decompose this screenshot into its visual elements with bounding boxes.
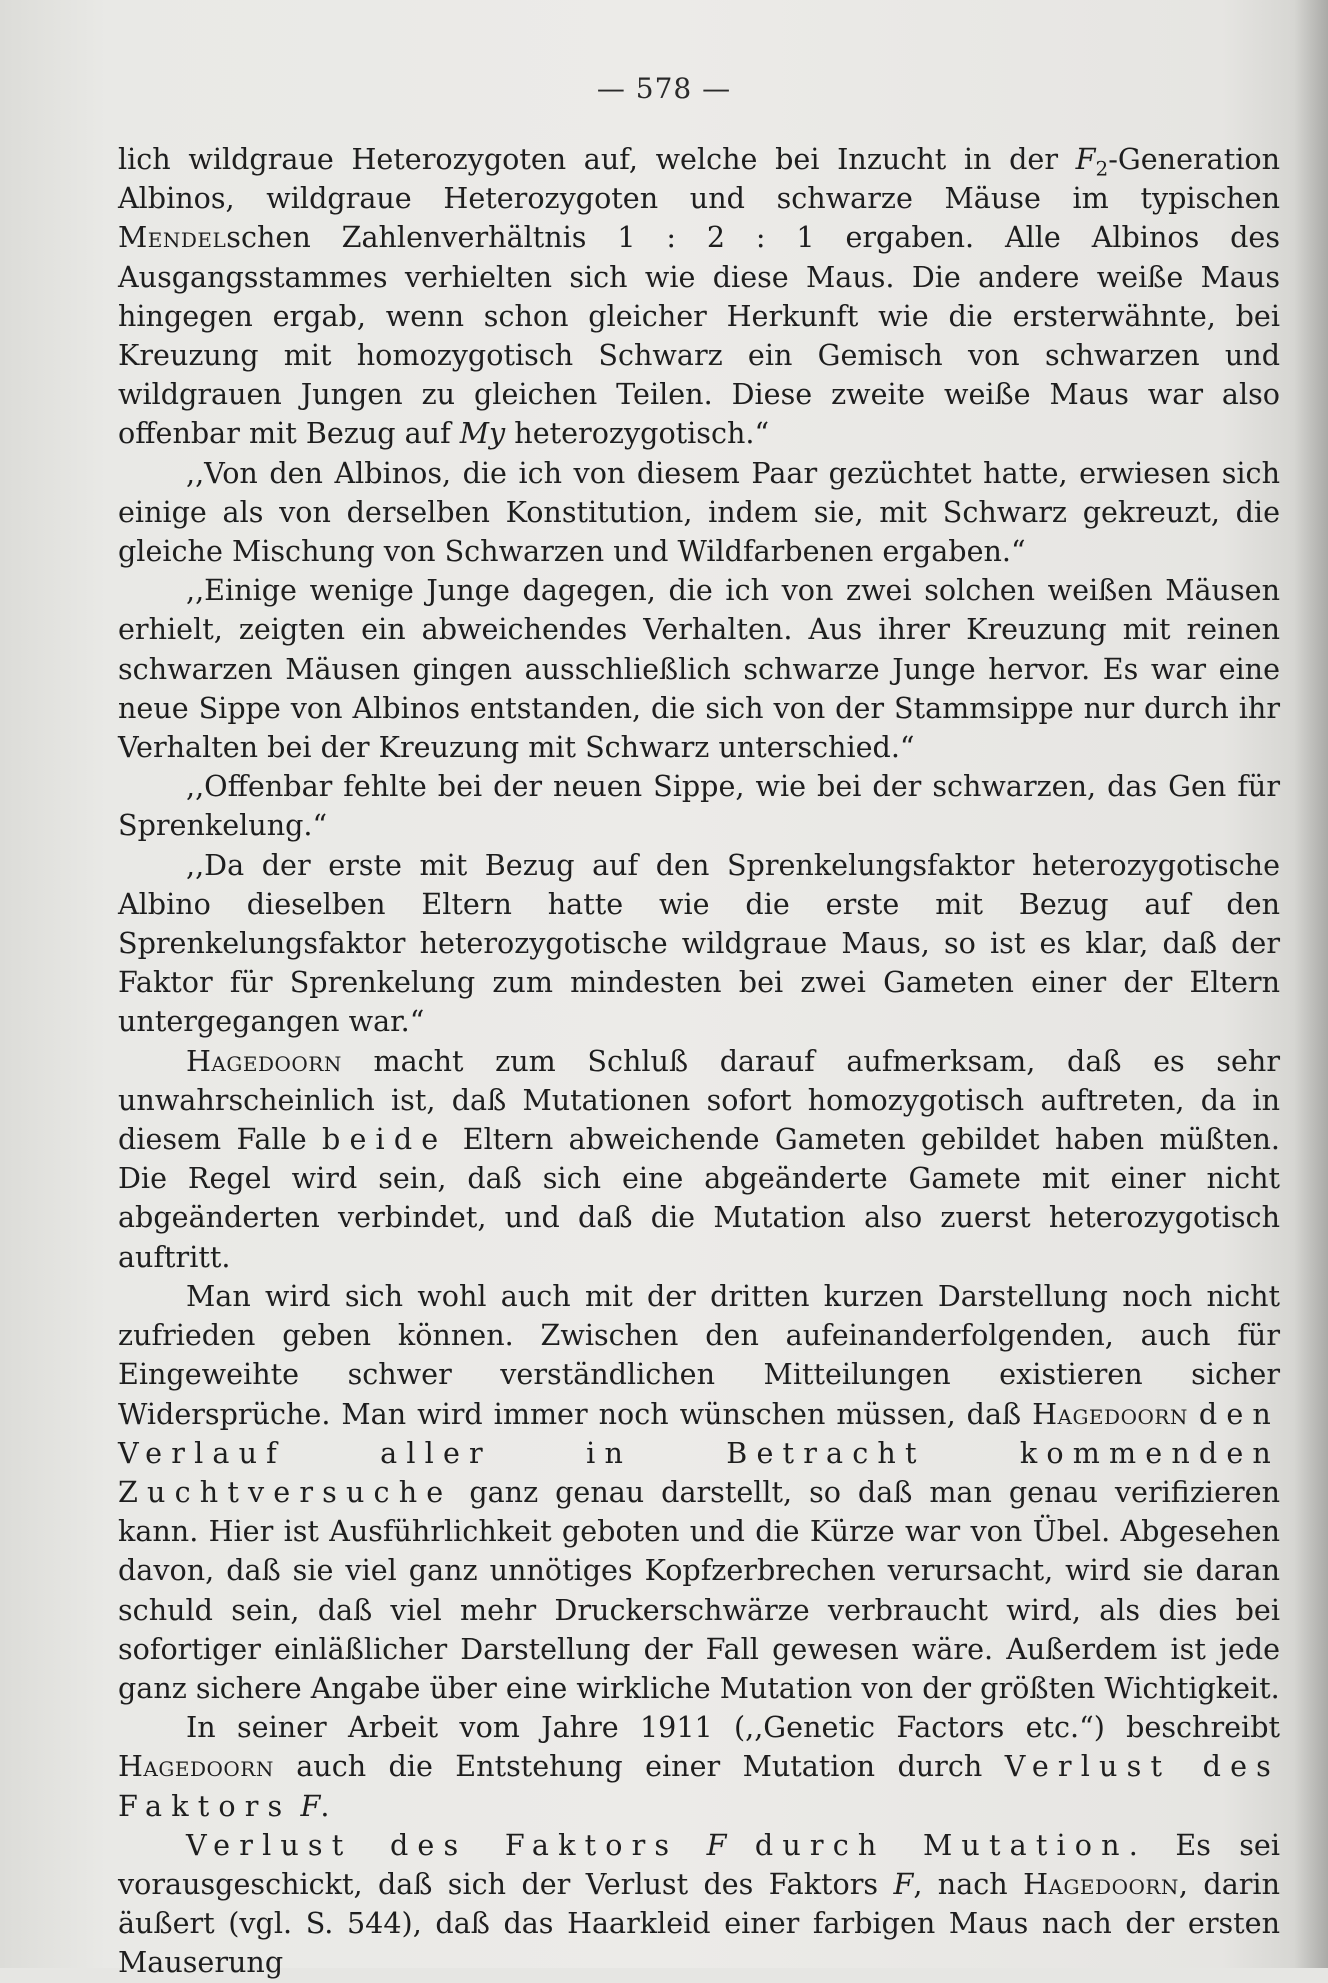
text-run: ganz genau darstellt, so daß man genau verifizieren kann. Hier ist Ausführlichkeit geboten und die Kürze war von Übel. Abgesehen davon, daß sie viel ganz unnötiges Kopfzerbrechen verursacht, wird sie daran schuld sein, daß viel mehr Druckerschwärze verbraucht wird, als dies bei sofortiger einläßlicher Darstellung der Fall gewesen wäre. Außerdem ist jede ganz sichere Angabe über eine wirkliche Mutation von der größten Wichtigkeit. (118, 1474, 1280, 1705)
text-run (678, 1828, 706, 1862)
spaced-emphasis: durch Mutation. (754, 1827, 1147, 1862)
paragraph-p3 (118, 571, 1280, 767)
author-name: Hagedoorn (186, 1043, 342, 1078)
text-run: , darin äußert (vgl. S. 544), daß das Haarkleid einer farbigen Maus nach der ersten Mauserung (118, 1866, 1280, 1980)
spaced-emphasis: Verlust des Faktors (118, 1749, 1280, 1823)
text-run: In seiner Arbeit vom Jahre 1911 (,,Genetic Factors etc.“) beschreibt (186, 1710, 1280, 1745)
italic-symbol: F (300, 1788, 321, 1823)
author-name: Hagedoorn (118, 1749, 274, 1784)
text-run: -Generation Albinos, wildgraue Heterozygoten und schwarze Mäuse im typischen (118, 142, 1280, 216)
author-name: Hagedoorn (1023, 1866, 1179, 1901)
text-run: schen Zahlenverhältnis 1 : 2 : 1 ergaben. Alle Albinos des Ausgangsstammes verhielten sich wie diese Maus. Die andere weiße Maus hingegen ergab, wenn schon gleicher Herkunft wie die ersterwähnte, bei Kreuzung mit homozygotisch Schwarz ein Gemisch von schwarzen und wildgrauen Jungen zu gleichen Teilen. Diese zweite weiße Maus war also offenbar mit Bezug auf (118, 220, 1280, 451)
paragraph-p6 (118, 1042, 1280, 1277)
italic-symbol: My (459, 416, 506, 451)
text-run: Es sei vorausgeschickt, daß sich der Verlust des Faktors (118, 1827, 1280, 1901)
paragraph-p7 (118, 1277, 1280, 1708)
spaced-emphasis: Verlust des Faktors (186, 1827, 679, 1862)
text-run: Man wird sich wohl auch mit der dritten kurzen Darstellung noch nicht zufrieden geben können. Zwischen den aufeinanderfolgenden, auch für Eingeweihte schwer verständlichen Mitteilungen existieren sicher Widersprüche. Man wird immer noch wünschen müssen, daß (118, 1278, 1280, 1431)
paragraph-p9 (118, 1826, 1280, 1983)
text-run: . (320, 1788, 330, 1823)
italic-symbol: F (1075, 142, 1096, 176)
body-text (118, 140, 1280, 1983)
subscript: 2 (1095, 156, 1109, 181)
spaced-emphasis: beide (322, 1122, 448, 1157)
italic-symbol: F (706, 1827, 727, 1862)
text-run: ,,Offenbar fehlte bei der neuen Sippe, wie bei der schwarzen, das Gen für Sprenkelung.“ (118, 769, 1280, 843)
text-run: Eltern abweichende Gameten gebildet haben müßten. Die Regel wird sein, daß sich eine abgeänderte Gamete mit einer nicht abgeänderten verbindet, und daß die Mutation also zuerst heterozygotisch auftritt. (118, 1122, 1281, 1274)
paragraph-p4 (118, 767, 1280, 845)
italic-symbol: F (893, 1866, 914, 1901)
text-run: heterozygotisch.“ (505, 416, 770, 451)
text-run: macht zum Schluß darauf aufmerksam, daß es sehr unwahrscheinlich ist, daß Mutationen sofort homozygotisch auftreten, da in diesem Falle (118, 1043, 1280, 1157)
text-run: ,,Von den Albinos, die ich von diesem Paar gezüchtet hatte, erwiesen sich einige als von derselben Konstitution, indem sie, mit Schwarz gekreuzt, die gleiche Mischung von Schwarzen und Wildfarbenen ergaben.“ (118, 455, 1280, 569)
text-run: ,,Einige wenige Junge dagegen, die ich von zwei solchen weißen Mäusen erhielt, zeigten ein abweichendes Verhalten. Aus ihrer Kreuzung mit reinen schwarzen Mäusen gingen ausschließlich schwarze Junge hervor. Es war eine neue Sippe von Albinos entstanden, die sich von der Stammsippe nur durch ihr Verhalten bei der Kreuzung mit Schwarz unterschied.“ (118, 573, 1280, 765)
text-run: , nach (913, 1866, 1024, 1901)
page-number: — 578 — (596, 72, 732, 105)
text-run: ,,Da der erste mit Bezug auf den Sprenkelungsfaktor heterozygotische Albino dieselben Eltern hatte wie die erste mit Bezug auf den Sprenkelungsfaktor heterozygotische wildgraue Maus, so ist es klar, daß der Faktor für Sprenkelung zum mindesten bei zwei Gameten einer der Eltern untergegangen war.“ (118, 847, 1280, 1039)
spaced-emphasis: den Verlauf aller in Betracht kommenden Zuchtversuche (118, 1396, 1281, 1509)
paragraph-p8 (118, 1708, 1280, 1826)
paragraph-p1 (118, 140, 1280, 454)
text-run (726, 1828, 754, 1862)
author-name: Hagedoorn (1032, 1396, 1188, 1431)
paragraph-p5 (118, 846, 1280, 1042)
paragraph-p2 (118, 454, 1280, 572)
page-edge-shadow (1294, 0, 1328, 1968)
text-run (1188, 1397, 1199, 1431)
author-name: Mendel (118, 220, 227, 255)
text-run: lich wildgraue Heterozygoten auf, welche bei Inzucht in der (118, 142, 1076, 176)
text-run: auch die Entstehung einer Mutation durch (273, 1749, 1005, 1784)
